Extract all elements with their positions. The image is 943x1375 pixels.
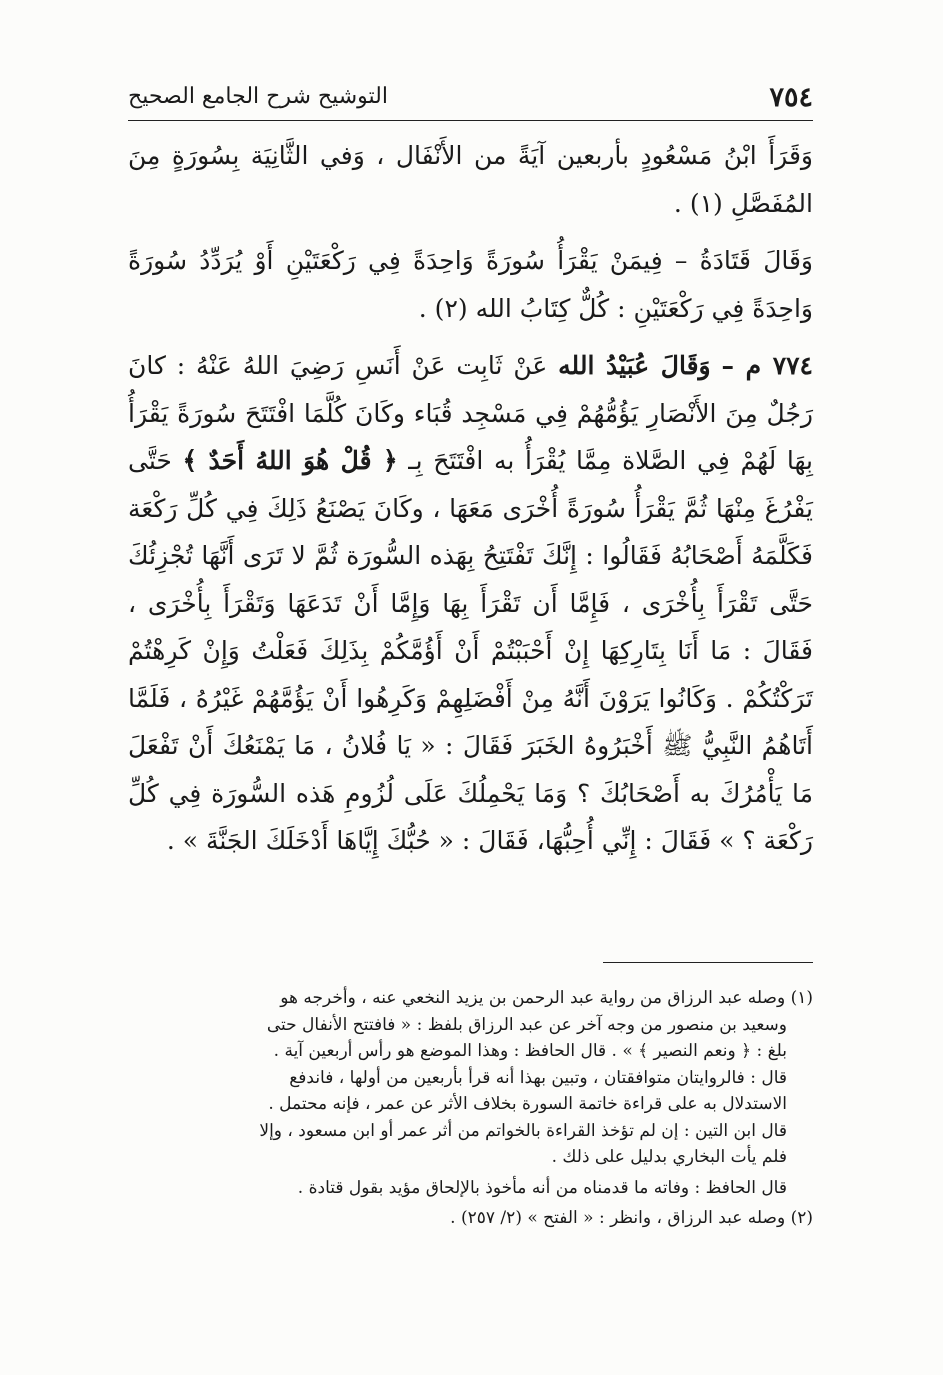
footnote-1-line-3: بلغ : ﴿ ونعم النصير ﴾ » . قال الحافظ : وهذا الموضع هو رأس أربعين آية . — [273, 1041, 787, 1061]
running-title: التوشيح شرح الجامع الصحيح — [128, 84, 388, 109]
footnote-1-line-4: قال : فالروايتان متوافقتان ، وتبين بهذا أنه قرأ بأربعين من أولها ، فاندفع — [289, 1067, 787, 1088]
paragraph-qatada: وَقَالَ قَتَادَةُ – فِيمَنْ يَقْرَأُ سُورَةً وَاحِدَةً فِي رَكْعَتَيْنِ أَوْ يُرَدِّدُ سُورَةً وَاحِدَةً فِي رَكْعَتَيْنِ : كُلٌّ كِتَابُ الله (٢) . — [128, 246, 813, 323]
footnote-1-line-1: (١) وصله عبد الرزاق من رواية عبد الرحمن بن يزيد النخعي عنه ، وأخرجه هو — [280, 988, 813, 1008]
hadith-number: ٧٧٤ م – — [721, 351, 813, 380]
quran-quote: ﴿ قُلْ هُوَ اللهُ أَحَدٌ ﴾ — [182, 446, 398, 475]
footnote-1-line-2: وسعيد بن منصور من وجه آخر عن عبد الرزاق بلفظ : « فافتتح الأنفال حتى — [266, 1014, 787, 1035]
footnote-1-line-8: قال الحافظ : وفاته ما قدمناه من أنه مأخوذ بالإلحاق مؤيد بقول قتادة . — [297, 1177, 787, 1198]
footnote-1-line-7: فلم يأت البخاري بدليل على ذلك . — [551, 1147, 787, 1167]
footnote-1-line-6: قال ابن التين : إن لم تؤخذ القراءة بالخواتم من أثر عمر أو ابن مسعود ، وإلا — [259, 1120, 787, 1141]
hadith-paragraph — [128, 342, 813, 865]
footnote-1-line-5: الاستدلال به على قراءة خاتمة السورة بخلاف الأثر عن عمر ، فإنه محتمل . — [268, 1094, 787, 1114]
footnotes — [128, 985, 813, 1232]
hadith-lead: وَقَالَ عُبَيْدُ الله — [558, 351, 711, 380]
paragraph-ibn-masud: وَقَرَأَ ابْنُ مَسْعُودٍ بأربعين آيَةً من الأَنْفَال ، وَفي الثَّانِيَة بِسُورَةٍ مِنَ المُفَصَّلِ (١) . — [128, 141, 813, 218]
hadith-text-part2: حَتَّى يَفْرُغَ مِنْهَا ثُمَّ يَقْرَأُ سُورَةً أُخْرَى مَعَهَا ، وكَانَ يَصْنَعُ ذَلِكَ فِي كُلِّ رَكْعَة فَكَلَّمَهُ أَصْحَابُهُ فَقَالُوا : إِنَّكَ تَفْتَتِحُ بِهَذه السُّورَة ثُمَّ لا تَرَى أَنَّهَا تُجْزِئُكَ حَتَّى تَقْرَأَ بِأُخْرَى ، فَإِمَّا أَن تَقْرَأَ بِهَا وَإِمَّا أَنْ تَدَعَهَا وَتَقْرَأَ بِأُخْرَى ، فَقَالَ : مَا أَنَا بِتَارِكِهَا إِنْ أَحْبَبْتُمْ أَنْ أَؤُمَّكُمْ بِذَلِكَ فَعَلْتُ وَإِنْ كَرِهْتُمْ تَرَكْتُكُمْ . وَكَانُوا يَرَوْنَ أَنَّهُ مِنْ أَفْضَلِهِمْ وَكَرِهُوا أَنْ يَؤُمَّهُمْ غَيْرُهُ ، فَلَمَّا أَتَاهُمُ النَّبِيُّ ﷺ أَخْبَرُوهُ الخَبَرَ فَقَالَ : « يَا فُلانُ ، مَا يَمْنَعُكَ أَنْ تَفْعَلَ مَا يَأْمُرُكَ به أَصْحَابُكَ ؟ وَمَا يَحْمِلُكَ عَلَى لُزُومِ هَذه السُّورَة فِي كُلِّ رَكْعَة ؟ » فَقَالَ : إِنِّي أُحِبُّهَا، فَقَالَ : « حُبُّكَ إِيَّاهَا أَدْخَلَكَ الجَنَّةَ » . — [128, 446, 813, 855]
footnote-divider — [603, 962, 813, 963]
hadith-text-part1: عَنْ ثَابِت عَنْ أَنَسِ رَضِيَ اللهُ عَنْهُ : كانَ رَجُلٌ مِنَ الأَنْصَارِ يَؤُمُّهُمْ فِي مَسْجِد قُبَاء وكَانَ كُلَّمَا افْتَتَحَ سُورَةً يَقْرَأُ بِهَا لَهُمْ فِي الصَّلاة مِمَّا يُقْرَأُ به افْتَتَحَ بِـ — [128, 351, 813, 475]
footnote-2: (٢) وصله عبد الرزاق ، وانظر : « الفتح » (٢/ ٢٥٧) . — [450, 1208, 813, 1228]
main-text — [128, 132, 813, 865]
page-number: ٧٥٤ — [769, 82, 813, 113]
page-header — [128, 80, 813, 121]
